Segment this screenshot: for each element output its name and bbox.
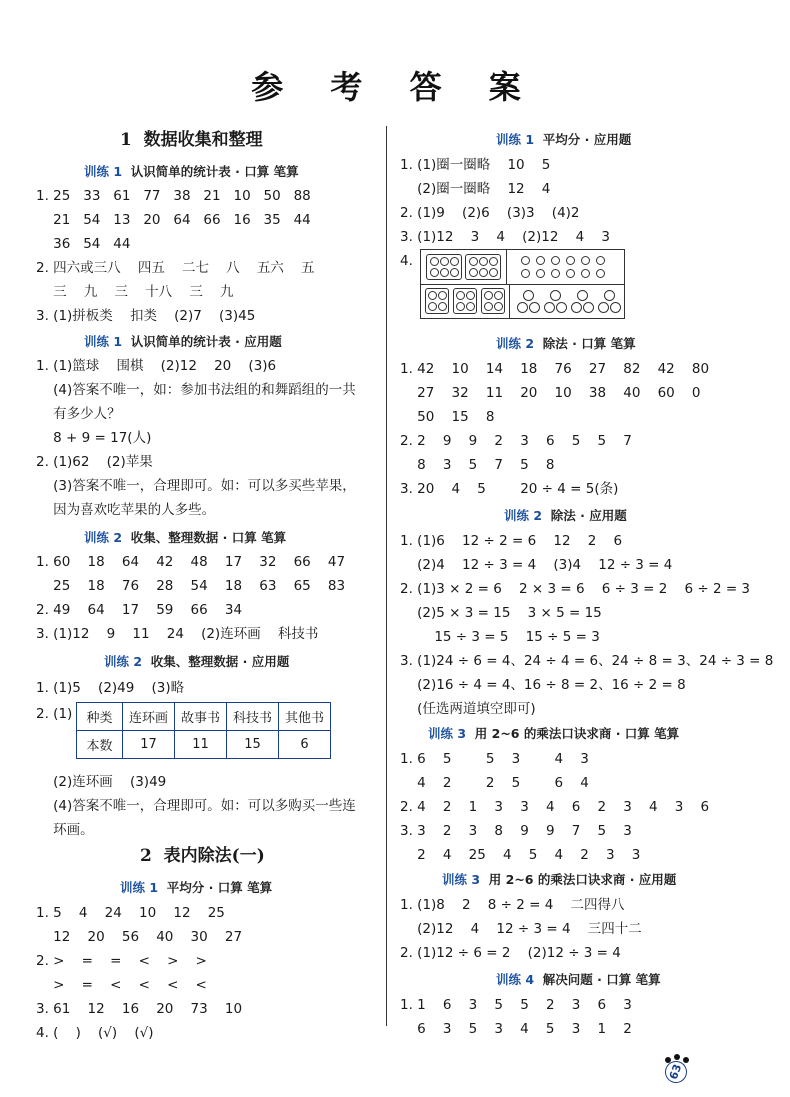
answer-line: (2)5 × 3 = 15 3 × 5 = 15 [400,605,602,621]
table-cell: 种类 [77,703,123,731]
table-cell: 其他书 [279,703,331,731]
subsection-text: 除法 · 应用题 [542,508,627,523]
answer-line: 2. 四六或三八 四五 二七 八 五六 五 [36,260,315,276]
circle-icon [596,256,605,265]
circle-icon [440,268,449,277]
answer-line: 1. (1)6 12 ÷ 2 = 6 12 2 6 [400,533,623,549]
answer-line: 1. (1)8 2 8 ÷ 2 = 4 二四得八 [400,897,625,913]
subsection-heading [496,970,661,990]
subsection-heading [428,724,679,744]
circle-group [453,288,477,314]
answer-line: 1. (1)篮球 围棋 (2)12 20 (3)6 [36,358,277,374]
table-row [77,731,331,759]
answer-line: 4. ( ) (√) (√) [36,1025,154,1041]
stat-table [76,702,331,759]
circle-icon [566,256,575,265]
answer-line: (4)答案不唯一，如：参加书法组的和舞蹈组的一共 [36,382,356,398]
page-number: 63 [662,1058,690,1086]
answer-line: (2)16 ÷ 4 = 4、16 ÷ 8 = 2、16 ÷ 2 = 8 [400,677,686,693]
circle-group [425,288,449,314]
circle-icon [469,257,478,266]
circle-icon [489,257,498,266]
subsection-text: 用 2~6 的乘法口诀求商 · 应用题 [480,872,677,887]
answer-line: 4 2 2 5 6 4 [400,775,589,791]
answer-line: 1. 60 18 64 42 48 17 32 66 47 [36,554,346,570]
table-cell: 连环画 [123,703,175,731]
training-label: 训练 2 [496,336,535,351]
answer-line: 21 54 13 20 64 66 16 35 44 [36,212,311,228]
circle-icon [610,302,621,313]
answer-line: 6 3 5 3 4 5 3 1 2 [400,1021,632,1037]
subsection-heading [496,130,631,150]
subsection-heading [104,652,289,672]
answer-line: 3. 61 12 16 20 73 10 [36,1001,243,1017]
circle-icon [581,269,590,278]
table-cell: 15 [227,731,279,759]
answer-line: (2)圈一圈略 12 4 [400,181,551,197]
circle-icon [583,302,594,313]
circle-icon [604,290,615,301]
subsection-heading [84,528,286,548]
answer-line: 2. (1)3 × 2 = 6 2 × 3 = 6 6 ÷ 3 = 2 6 ÷ 2 = 3 [400,581,751,597]
answer-line: (2)12 4 12 ÷ 3 = 4 三四十二 [400,921,642,937]
answer-line: 4. [400,253,413,269]
answer-line: 1. (1)圈一圈略 10 5 [400,157,551,173]
training-label: 训练 2 [84,530,123,545]
ear-dot [683,1057,689,1063]
subsection-heading [84,162,299,182]
answer-line: 环画。 [36,822,94,838]
circle-icon [494,302,503,311]
section-title-data-collection: 1 数据收集和整理 [120,130,263,150]
table-cell: 故事书 [175,703,227,731]
circle-icon [521,269,530,278]
subsection-text: 认识简单的统计表 · 口算 笔算 [122,164,299,179]
circle-group [465,254,501,280]
answer-line: 2. 2 9 9 2 3 6 5 5 7 [400,433,632,449]
circle-icon [428,302,437,311]
circle-icon [544,302,555,313]
circle-icon [479,257,488,266]
circle-icon [566,269,575,278]
circle-icon [536,269,545,278]
training-label: 训练 1 [84,164,123,179]
circle-icon [438,291,447,300]
subsection-text: 用 2~6 的乘法口诀求商 · 口算 笔算 [466,726,680,741]
circle-icon [430,257,439,266]
circle-group [481,288,505,314]
answer-line: 25 18 76 28 54 18 63 65 83 [36,578,346,594]
circle-icon [550,290,561,301]
table-cell: 6 [279,731,331,759]
page-number-badge [663,1057,691,1081]
subsection-text: 收集、整理数据 · 口算 笔算 [122,530,287,545]
circle-icon [577,290,588,301]
circle-icon [517,302,528,313]
grid-divider-vertical [509,284,510,319]
page-title: 参 考 答 案 [251,68,539,106]
answer-line: 3. (1)12 9 11 24 (2)连环画 科技书 [36,626,319,642]
answer-line: 36 54 44 [36,236,131,252]
subsection-heading [496,334,636,354]
answer-line: 因为喜欢吃苹果的人多些。 [36,502,216,518]
answer-line: 1. 5 4 24 10 12 25 [36,905,225,921]
subsection-text: 收集、整理数据 · 应用题 [142,654,290,669]
answer-line: 三 九 三 十八 三 九 [36,284,234,300]
circle-icon [556,302,567,313]
answer-line: 3. 20 4 5 20 ÷ 4 = 5(条) [400,481,619,497]
circle-icon [440,257,449,266]
circle-icon [450,268,459,277]
subsection-text: 平均分 · 应用题 [534,132,632,147]
circle-icon [450,257,459,266]
answer-line: > = < < < < [36,977,207,993]
table-cell: 17 [123,731,175,759]
answer-line: 27 32 11 20 10 38 40 60 0 [400,385,701,401]
subsection-text: 解决问题 · 口算 笔算 [534,972,661,987]
circle-icon [598,302,609,313]
circle-icon [536,256,545,265]
table-header-row [77,703,331,731]
circle-icon [551,256,560,265]
answer-line: 2. (1) [36,706,73,722]
answer-line: 3. (1)拼板类 扣类 (2)7 (3)45 [36,308,256,324]
training-label: 训练 4 [496,972,535,987]
answer-line: 1. 25 33 61 77 38 21 10 50 88 [36,188,311,204]
table-cell: 科技书 [227,703,279,731]
section-title-division: 2 表内除法(一) [140,846,265,866]
circle-icon [428,291,437,300]
circle-icon [469,268,478,277]
subsection-text: 平均分 · 口算 笔算 [158,880,273,895]
circle-icon [479,268,488,277]
answer-line: 1. 1 6 3 5 5 2 3 6 3 [400,997,632,1013]
training-label: 训练 1 [120,880,159,895]
subsection-heading [442,870,676,890]
circle-grouping-figure [420,249,625,319]
subsection-heading [120,878,272,898]
answer-line: 2. (1)12 ÷ 6 = 2 (2)12 ÷ 3 = 4 [400,945,621,961]
answer-line: (2)4 12 ÷ 3 = 4 (3)4 12 ÷ 3 = 4 [400,557,673,573]
training-label: 训练 2 [104,654,143,669]
circle-icon [551,269,560,278]
circle-icon [521,256,530,265]
training-label: 训练 1 [496,132,535,147]
table-cell: 本数 [77,731,123,759]
circle-icon [581,256,590,265]
subsection-text: 除法 · 口算 笔算 [534,336,636,351]
answer-line: 50 15 8 [400,409,495,425]
grid-divider-vertical [506,250,507,284]
circle-icon [523,290,534,301]
table-cell: 11 [175,731,227,759]
answer-line: 2. > = = < > > [36,953,207,969]
answer-line: 1. 42 10 14 18 76 27 82 42 80 [400,361,710,377]
answer-line: 3. (1)24 ÷ 6 = 4、24 ÷ 4 = 6、24 ÷ 8 = 3、24 ÷ 3 = 8 [400,653,774,669]
circle-icon [466,302,475,311]
circle-group [426,254,462,280]
answer-line: 15 ÷ 3 = 5 15 ÷ 5 = 3 [400,629,600,645]
circle-icon [494,291,503,300]
circle-icon [456,302,465,311]
answer-line: (2)连环画 (3)49 [36,774,167,790]
grid-divider-horizontal [421,284,624,285]
answer-line: 8 3 5 7 5 8 [400,457,555,473]
circle-icon [484,302,493,311]
circle-icon [489,268,498,277]
training-label: 训练 1 [84,334,123,349]
training-label: 训练 3 [442,872,481,887]
answer-line: 2. 4 2 1 3 3 4 6 2 3 4 3 6 [400,799,710,815]
answer-line: 2. (1)9 (2)6 (3)3 (4)2 [400,205,580,221]
circle-icon [466,291,475,300]
subsection-text: 认识简单的统计表 · 应用题 [122,334,282,349]
answer-line: (任选两道填空即可) [400,701,536,717]
training-label: 训练 2 [504,508,543,523]
answer-line: 3. (1)12 3 4 (2)12 4 3 [400,229,610,245]
answer-line: 1. (1)5 (2)49 (3)略 [36,680,185,696]
answer-line: 3. 3 2 3 8 9 9 7 5 3 [400,823,632,839]
training-label: 训练 3 [428,726,467,741]
answer-line: 2 4 25 4 5 4 2 3 3 [400,847,641,863]
answer-line: (4)答案不唯一，合理即可。如：可以多购买一些连 [36,798,356,814]
answer-line: 有多少人？ [36,406,121,422]
circle-icon [456,291,465,300]
answer-line: 2. 49 64 17 59 66 34 [36,602,243,618]
circle-icon [438,302,447,311]
subsection-heading [504,506,627,526]
circle-icon [596,269,605,278]
circle-icon [484,291,493,300]
column-divider [386,126,387,1026]
answer-line: 12 20 56 40 30 27 [36,929,243,945]
answer-line: 8 + 9 = 17(人) [36,430,152,446]
circle-icon [571,302,582,313]
answer-line: 1. 6 5 5 3 4 3 [400,751,589,767]
ear-dot [674,1054,680,1060]
circle-icon [529,302,540,313]
answer-line: 2. (1)62 (2)苹果 [36,454,153,470]
answer-line: (3)答案不唯一，合理即可。如：可以多买些苹果， [36,478,356,494]
subsection-heading [84,332,282,352]
circle-icon [430,268,439,277]
